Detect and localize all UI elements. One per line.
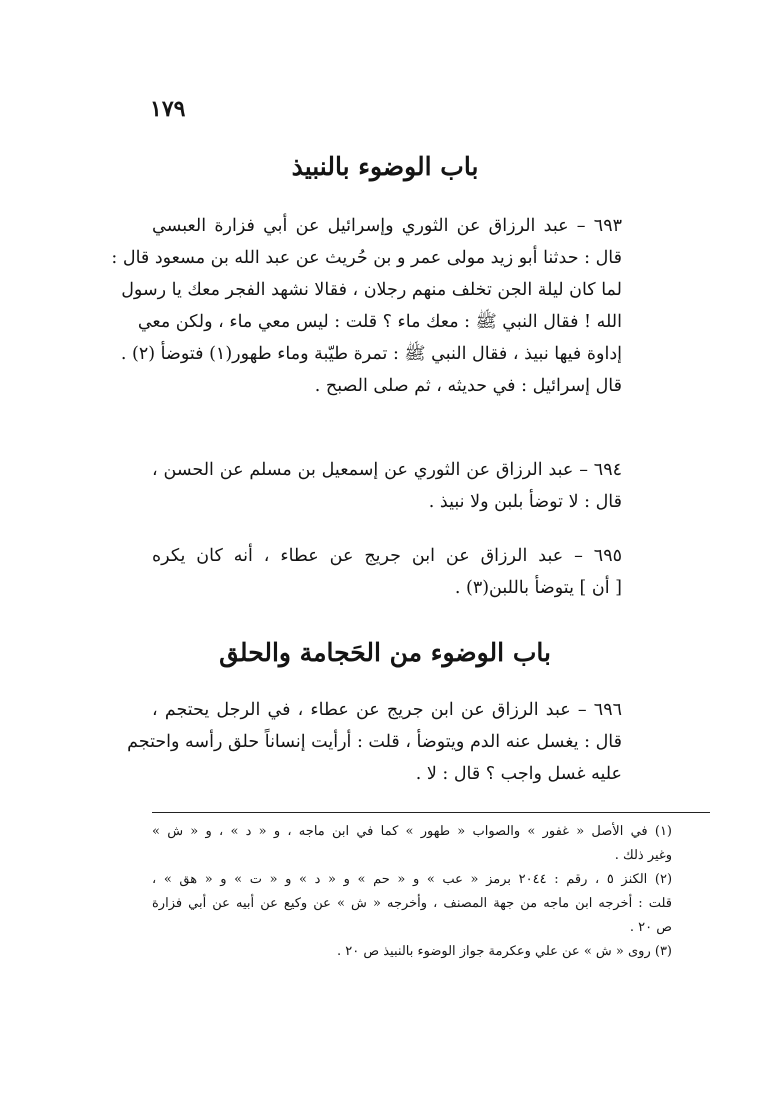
footnote-line: ص ٢٠ . [629,920,672,935]
footnote-line: وغير ذلك . [614,848,672,863]
text-line: قال : حدثنا أبو زيد مولى عمر و بن حُريث عن عبد الله بن مسعود قال : [111,248,622,268]
chapter-title-hijama: باب الوضوء من الحَجامة والحلق [219,638,551,667]
hadith-696 [127,694,622,790]
footnotes [152,820,672,964]
hadith-693 [111,210,622,402]
text-line: قال إسرائيل : في حديثه ، ثم صلى الصبح . [314,376,622,396]
text-line: عليه غسل واجب ؟ قال : لا . [415,764,622,784]
text-line: قال : لا توضأ بلبن ولا نبيذ . [428,492,622,512]
footnote-line: (١) في الأصل « غفور » والصواب « طهور » كما في ابن ماجه ، و « د » ، و « ش » [152,824,672,839]
text-line: ٦٩٤ – عبد الرزاق عن الثوري عن إسمعيل بن مسلم عن الحسن ، [152,460,622,480]
text-line: قال : يغسل عنه الدم ويتوضأ ، قلت : أرأيت إنساناً حلق رأسه واحتجم [127,732,622,752]
footnote-line: (٣) روى « ش » عن علي وعكرمة جواز الوضوء بالنبيذ ص ٢٠ . [337,944,672,959]
hadith-695 [152,540,622,604]
hadith-694 [152,454,622,518]
footnote-3 [152,940,672,964]
text-line: ٦٩٣ – عبد الرزاق عن الثوري وإسرائيل عن أبي فزارة العبسي [152,216,622,236]
footnote-divider [152,812,710,813]
text-line: الله ! فقال النبي ﷺ : معك ماء ؟ قلت : ليس معي ماء ، ولكن معي [137,312,622,332]
footnote-2 [152,868,672,940]
text-line: لما كان ليلة الجن تخلف منهم رجلان ، فقالا نشهد الفجر معك يا رسول [121,280,622,300]
footnote-1 [152,820,672,868]
chapter-title-nabidh: باب الوضوء بالنبيذ [291,152,479,181]
page-number: ١٧٩ [150,96,186,122]
footnote-line: قلت : أخرجه ابن ماجه من جهة المصنف ، وأخرجه « ش » عن وكيع عن أبيه عن أبي فزارة [152,896,672,911]
footnote-line: (٢) الكنز ٥ ، رقم : ٢٠٤٤ برمز « عب » و « حم » و « د » و « ت » و « هق » ، [152,872,673,887]
text-line: إداوة فيها نبيذ ، فقال النبي ﷺ : تمرة طيّبة وماء طهور(١) فتوضأ (٢) . [120,344,622,364]
text-line: [ أن ] يتوضأ باللبن(٣) . [454,578,622,598]
text-line: ٦٩٦ – عبد الرزاق عن ابن جريج عن عطاء ، في الرجل يحتجم ، [152,700,622,720]
text-line: ٦٩٥ – عبد الرزاق عن ابن جريج عن عطاء ، أنه كان يكره [152,546,622,566]
